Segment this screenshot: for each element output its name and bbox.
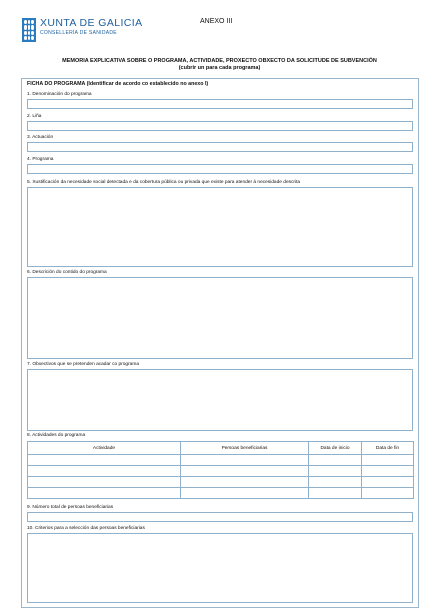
- document-title-line2: (cubrir un para cada programa): [178, 65, 261, 71]
- field-label-description: 6. Descrición do contido do programa: [27, 270, 107, 275]
- start-date-cell[interactable]: [309, 455, 362, 466]
- field-label-objectives: 7. Obxectivos que se pretenden acadar co programa: [27, 362, 139, 367]
- document-title: [0, 58, 439, 72]
- activity-cell[interactable]: [28, 466, 181, 477]
- field-label-activities: 8. Actividades do programa: [27, 433, 86, 438]
- table-row: [28, 466, 414, 477]
- end-date-cell[interactable]: [362, 477, 414, 488]
- denomination-field[interactable]: [27, 99, 413, 109]
- org-name: XUNTA DE GALICIA: [40, 17, 143, 29]
- table-row: [28, 488, 414, 499]
- field-label-line: 2. Liña: [27, 114, 42, 119]
- column-header-end-date: Data de fin: [362, 442, 414, 455]
- start-date-cell[interactable]: [309, 466, 362, 477]
- column-header-activity: Actividade: [28, 442, 181, 455]
- annex-label: ANEXO III: [200, 18, 233, 25]
- description-field[interactable]: [27, 277, 413, 359]
- action-field[interactable]: [27, 142, 413, 152]
- justification-field[interactable]: [27, 187, 413, 267]
- field-label-denomination: 1. Denominación do programa: [27, 92, 92, 97]
- xunta-logo: [22, 18, 142, 42]
- beneficiaries-cell[interactable]: [181, 466, 309, 477]
- selection-criteria-field[interactable]: [27, 533, 413, 603]
- program-field[interactable]: [27, 164, 413, 174]
- table-row: [28, 477, 414, 488]
- org-department: CONSELLERÍA DE SANIDADE: [40, 29, 117, 36]
- table-row: [28, 455, 414, 466]
- end-date-cell[interactable]: [362, 466, 414, 477]
- end-date-cell[interactable]: [362, 455, 414, 466]
- start-date-cell[interactable]: [309, 488, 362, 499]
- activity-cell[interactable]: [28, 455, 181, 466]
- line-field[interactable]: [27, 121, 413, 131]
- field-label-action: 3. Actuación: [27, 135, 54, 140]
- beneficiaries-cell[interactable]: [181, 477, 309, 488]
- field-label-selection-criteria: 10. Criterios para a selección das persoas beneficiarias: [27, 526, 145, 531]
- field-label-justification: 5. Xustificación da necesidade social detectada e da cobertura pública ou privada que existe para atender á necesidade descrita: [27, 180, 301, 185]
- activity-cell[interactable]: [28, 477, 181, 488]
- field-label-total-beneficiaries: 9. Número total de persoas beneficiarias: [27, 505, 114, 510]
- end-date-cell[interactable]: [362, 488, 414, 499]
- column-header-start-date: Data de inicio: [309, 442, 362, 455]
- total-beneficiaries-field[interactable]: [27, 512, 413, 522]
- start-date-cell[interactable]: [309, 477, 362, 488]
- activities-table-header: [28, 442, 414, 455]
- beneficiaries-cell[interactable]: [181, 488, 309, 499]
- activity-cell[interactable]: [28, 488, 181, 499]
- field-label-program: 4. Programa: [27, 157, 54, 162]
- objectives-field[interactable]: [27, 369, 413, 431]
- column-header-beneficiaries: Persoas beneficiarias: [181, 442, 309, 455]
- activities-table: [27, 441, 414, 499]
- beneficiaries-cell[interactable]: [181, 455, 309, 466]
- section-title: FICHA DO PROGRAMA (Identificar de acordo co establecido no anexo I): [27, 81, 209, 87]
- xunta-emblem-icon: [22, 18, 36, 42]
- document-title-line1: MEMORIA EXPLICATIVA SOBRE O PROGRAMA, ACTIVIDADE, PROXECTO OBXECTO DA SOLICITUDE DE SUBVENCIÓN: [62, 58, 377, 64]
